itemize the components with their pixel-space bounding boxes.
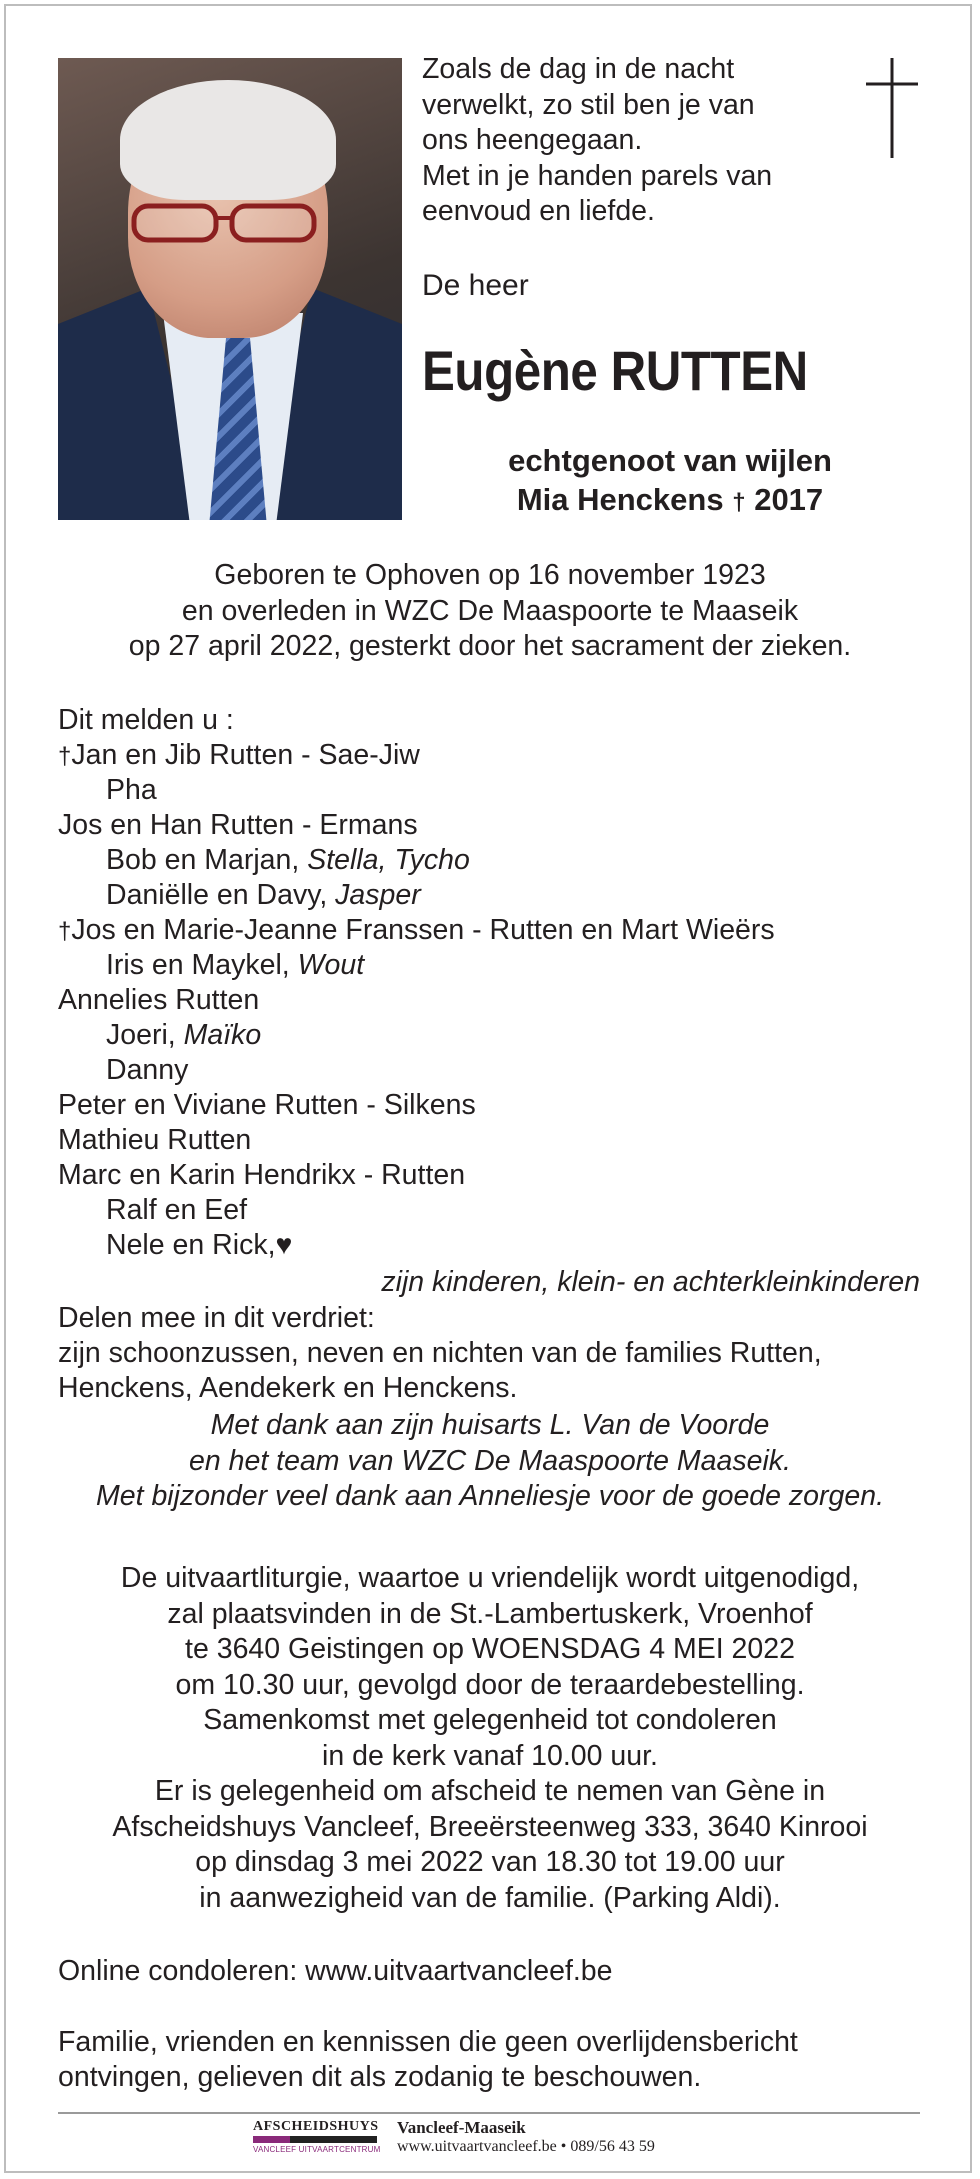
logo-title: AFSCHEIDSHUYS: [253, 2119, 379, 2134]
family-member: [58, 1158, 938, 1193]
grandchildren-names: Stella, Tycho: [307, 844, 470, 876]
share-grief: [58, 1301, 938, 1406]
notice-block: [58, 2025, 938, 2095]
family-member: [58, 1088, 938, 1123]
family-role: zijn kinderen, klein- en achterkleinkinderen: [381, 1266, 920, 1298]
family-list: [58, 703, 938, 1263]
funeral-line: De uitvaartliturgie, waartoe u vriendelijk wordt uitgenodigd,: [120, 1562, 860, 1594]
birth-death-line: op 27 april 2022, gesterkt door het sacrament der zieken.: [128, 630, 852, 662]
cross-icon: [866, 58, 918, 158]
thanks-line: en het team van WZC De Maaspoorte Maaseik.: [189, 1444, 791, 1477]
funeral-home-logo: [253, 2119, 381, 2157]
family-member-name: Danny: [106, 1054, 189, 1086]
family-member-name: Iris en Maykel,: [106, 949, 298, 981]
funeral-line: te 3640 Geistingen op WOENSDAG 4 MEI 2022: [185, 1633, 795, 1665]
family-member-name: Joeri,: [106, 1019, 184, 1051]
family-member: [58, 1228, 938, 1263]
birth-death-line: Geboren te Ophoven op 16 november 1923: [214, 559, 766, 591]
family-member-name: Ralf en Eef: [106, 1194, 247, 1226]
family-member: [58, 913, 938, 948]
cross-symbol: †: [732, 489, 746, 516]
family-member: [58, 843, 938, 878]
share-line: Henckens, Aendekerk en Henckens.: [58, 1372, 518, 1404]
family-member: [58, 878, 938, 913]
family-member-name: Jan en Jib Rutten - Sae-Jiw: [71, 739, 420, 771]
grandchildren-names: Jasper: [335, 879, 421, 911]
funeral-line: Er is gelegenheid om afscheid te nemen van Gène in: [154, 1775, 826, 1807]
funeral-line: Afscheidshuys Vancleef, Breeërsteenweg 333, 3640 Kinrooi: [112, 1810, 868, 1843]
deceased-name: Eugène RUTTEN: [422, 339, 808, 402]
family-member: [58, 1193, 938, 1228]
family-member: [58, 1123, 938, 1158]
family-member-name: Jos en Marie-Jeanne Franssen - Rutten en Mart Wieërs: [71, 914, 775, 946]
cross-symbol: †: [58, 743, 72, 770]
portrait-photo: [58, 58, 402, 520]
family-member: [58, 1018, 938, 1053]
family-member-name: Jos en Han Rutten - Ermans: [58, 809, 418, 841]
footer-divider: [58, 2112, 920, 2114]
grandchildren-names: Maïko: [183, 1019, 262, 1051]
family-member: [58, 808, 938, 843]
funeral-info: [58, 1561, 922, 1916]
spouse-line: echtgenoot van wijlen: [508, 443, 832, 478]
funeral-line: in aanwezigheid van de familie. (Parking Aldi).: [199, 1881, 781, 1914]
honorific: De heer: [422, 269, 529, 302]
family-member-name: Daniëlle en Davy,: [106, 879, 336, 911]
family-member: [58, 948, 938, 983]
share-line: Delen mee in dit verdriet:: [58, 1302, 375, 1334]
funeral-home-name: Vancleef-Maaseik: [397, 2118, 526, 2137]
family-member-name: Annelies Rutten: [58, 984, 260, 1016]
spouse-name: Mia Henckens: [516, 482, 724, 517]
family-member: [58, 773, 938, 808]
online-condolence: Online condoleren: www.uitvaartvancleef.be: [58, 1955, 613, 1987]
logo-bar: [253, 2136, 377, 2143]
funeral-line: om 10.30 uur, gevolgd door de teraardebestelling.: [175, 1668, 805, 1701]
share-line: zijn schoonzussen, neven en nichten van de families Rutten,: [58, 1337, 822, 1369]
funeral-line: in de kerk vanaf 10.00 uur.: [322, 1739, 658, 1772]
family-member-name: Pha: [106, 774, 157, 806]
birth-death-info: [58, 558, 922, 665]
family-member-name: Bob en Marjan,: [106, 844, 308, 876]
family-member: [58, 1053, 938, 1088]
logo-subtitle: VANCLEEF UITVAARTCENTRUM: [253, 2145, 381, 2154]
birth-death-line: en overleden in WZC De Maaspoorte te Maaseik: [181, 594, 799, 627]
funeral-line: Samenkomst met gelegenheid tot condoleren: [203, 1704, 777, 1736]
family-member-name: Nele en Rick,♥: [106, 1229, 293, 1261]
thanks-block: [58, 1408, 922, 1515]
cross-symbol: †: [58, 918, 72, 945]
memorial-poem: Zoals de dag in de nacht verwelkt, zo stil ben je van ons heengegaan. Met in je handen parels van eenvoud en liefde.: [422, 53, 773, 227]
funeral-line: zal plaatsvinden in de St.-Lambertuskerk, Vroenhof: [167, 1597, 813, 1630]
thanks-line: Met bijzonder veel dank aan Anneliesje voor de goede zorgen.: [96, 1480, 884, 1512]
funeral-line: op dinsdag 3 mei 2022 van 18.30 tot 19.00 uur: [195, 1846, 785, 1878]
grandchildren-names: Wout: [297, 949, 365, 981]
family-intro: Dit melden u :: [58, 704, 234, 736]
notice-line: Familie, vrienden en kennissen die geen overlijdensbericht: [58, 2026, 798, 2058]
family-member-name: Marc en Karin Hendrikx - Rutten: [58, 1159, 466, 1191]
spouse-name-line: [420, 480, 920, 522]
family-member-name: Peter en Viviane Rutten - Silkens: [58, 1089, 476, 1121]
spouse-info: [420, 441, 920, 522]
family-member: [58, 983, 938, 1018]
family-member: [58, 738, 938, 773]
notice-line: ontvingen, gelieven dit als zodanig te beschouwen.: [58, 2061, 702, 2093]
thanks-line: Met dank aan zijn huisarts L. Van de Voorde: [210, 1409, 770, 1441]
spouse-death-year: 2017: [754, 482, 824, 517]
family-member-name: Mathieu Rutten: [58, 1124, 252, 1156]
funeral-home-contact: www.uitvaartvancleef.be • 089/56 43 59: [397, 2138, 655, 2155]
